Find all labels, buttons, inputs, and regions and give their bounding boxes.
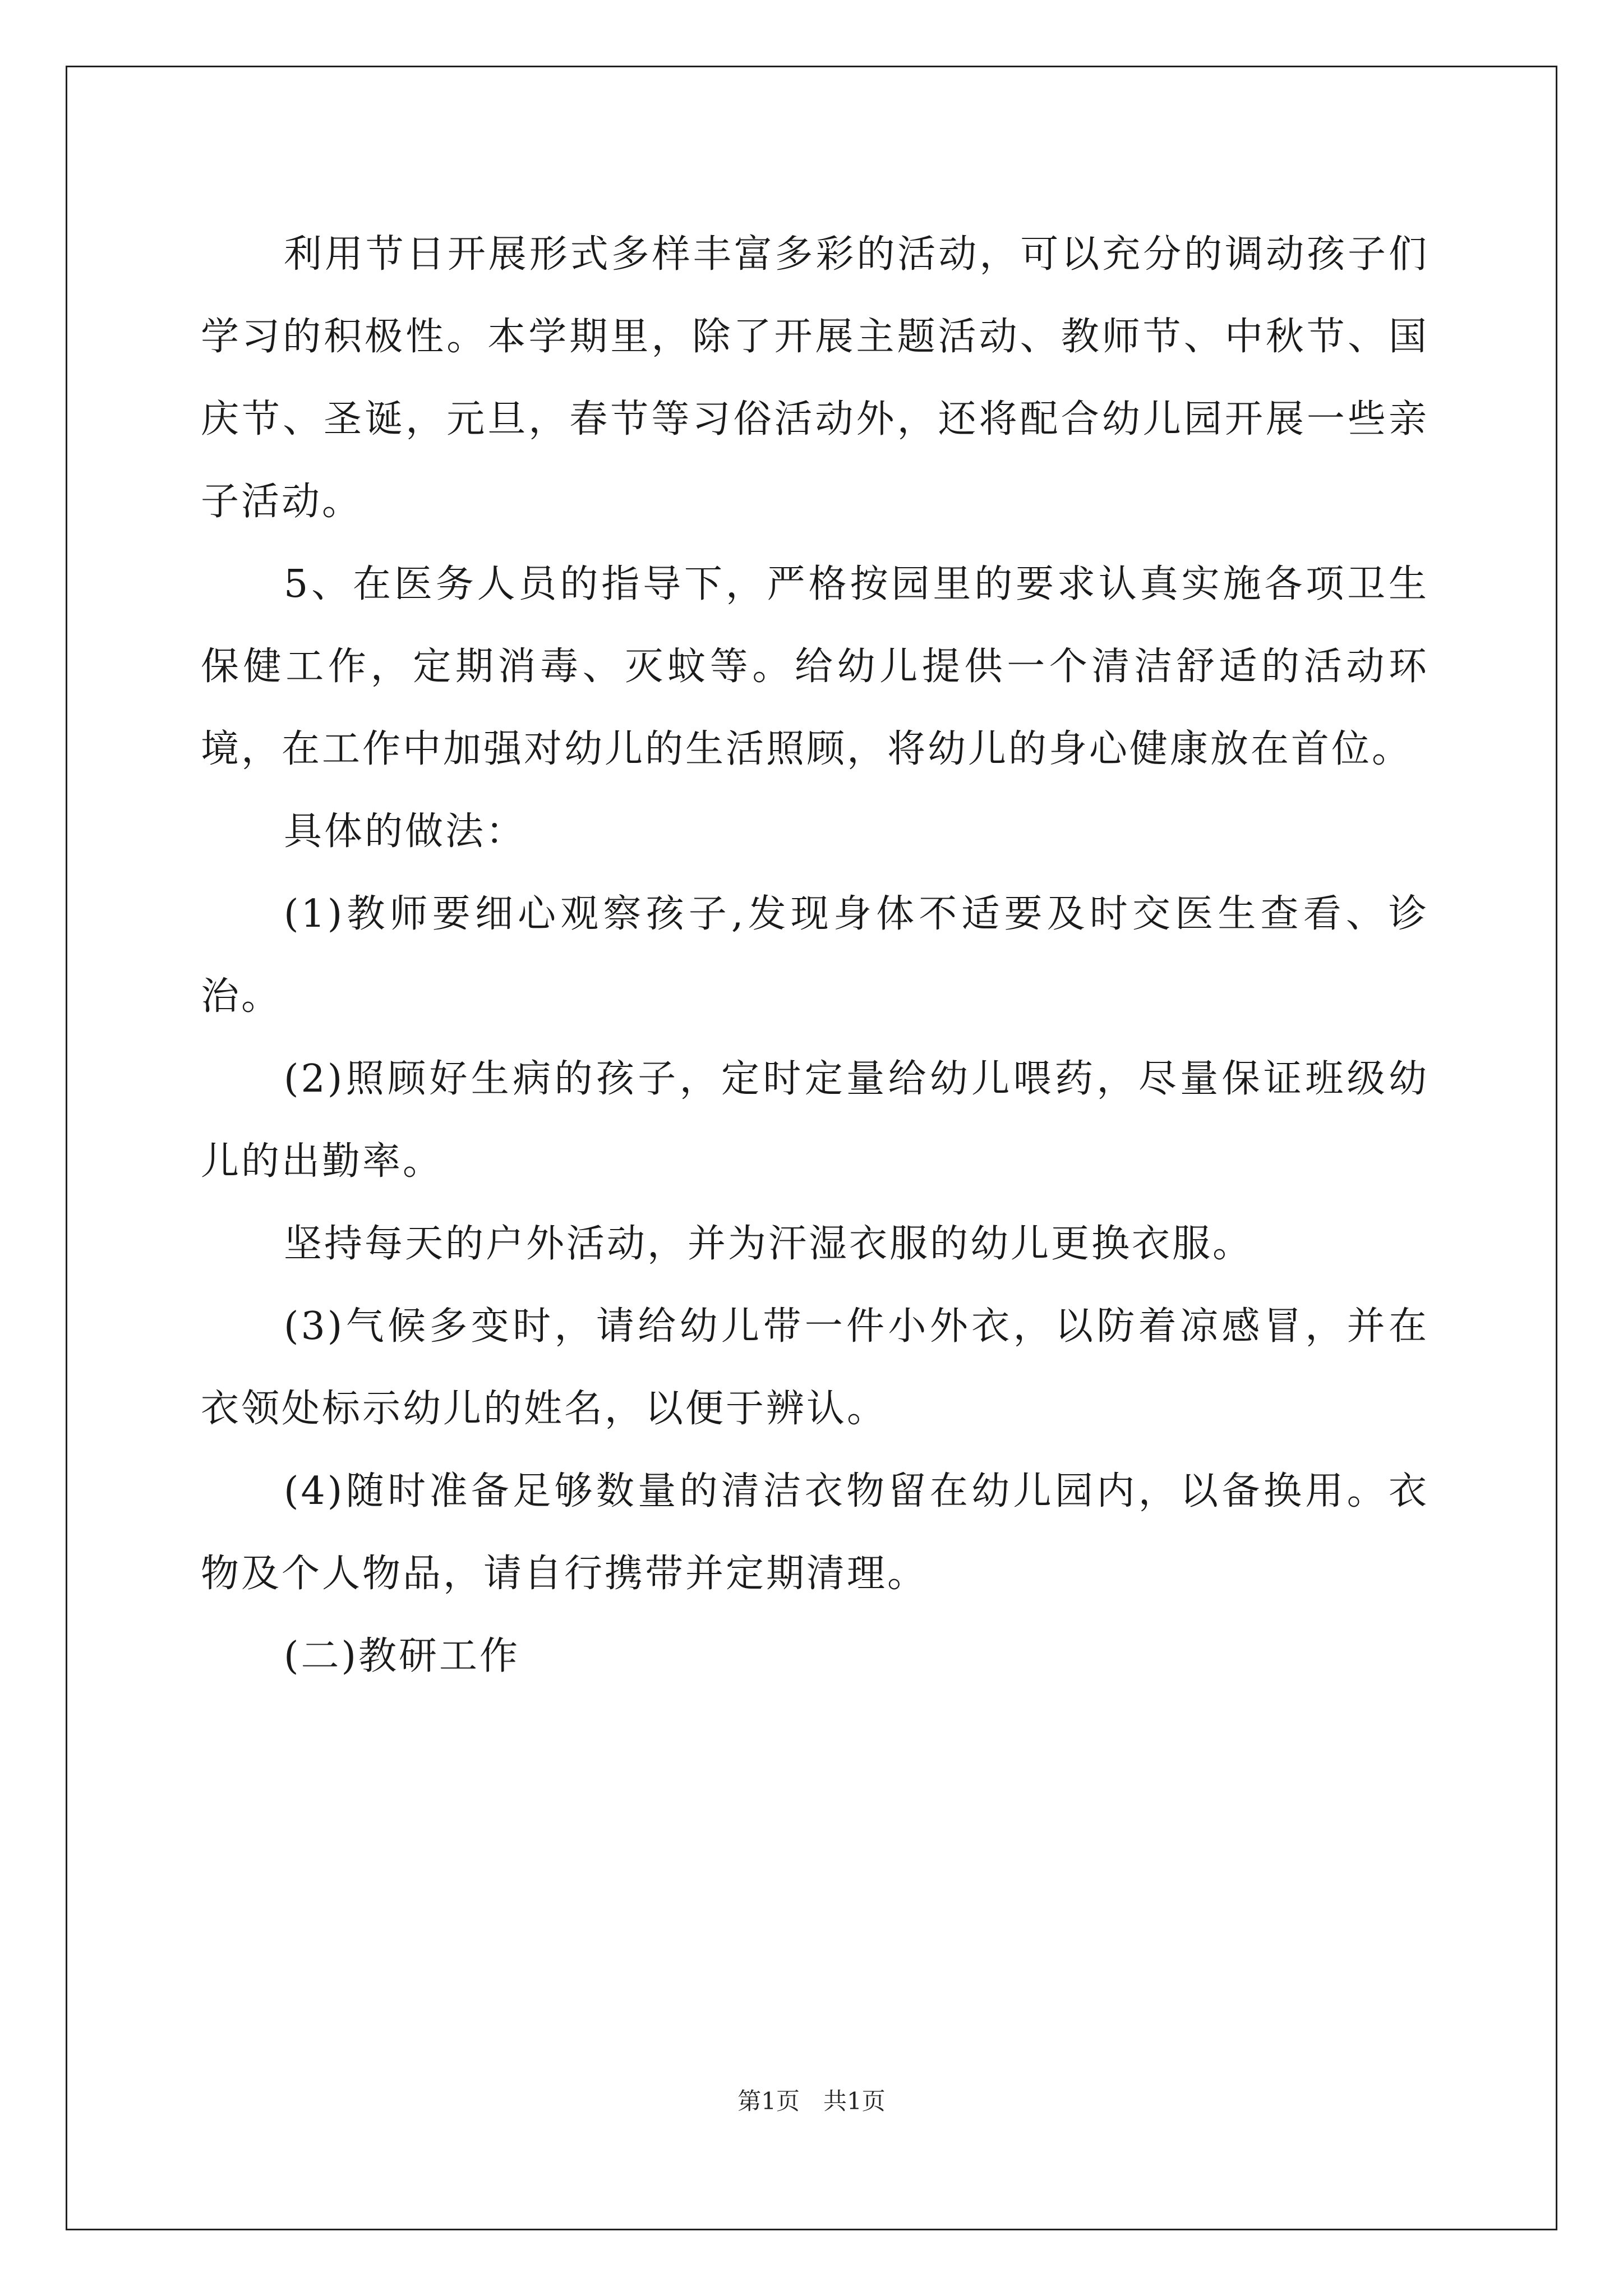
paragraph-outdoor-activity: 坚持每天的户外活动，并为汗湿衣服的幼儿更换衣服。 [284, 1222, 1253, 1266]
paragraph-item-2: (2)照顾好生病的孩子，定时定量给幼儿喂药，尽量保证班级幼儿的出勤率。 [201, 1057, 1429, 1184]
paragraph-item-3: (3)气候多变时，请给幼儿带一件小外衣，以防着凉感冒，并在衣领处标示幼儿的姓名，以便于辨认。 [201, 1304, 1429, 1431]
document-body [201, 213, 1429, 1697]
section-heading-teaching-research: (二)教研工作 [284, 1634, 520, 1678]
paragraph-health-work: 5、在医务人员的指导下，严格按园里的要求认真实施各项卫生保健工作，定期消毒、灭蚊等。给幼儿提供一个清洁舒适的活动环境，在工作中加强对幼儿的生活照顾，将幼儿的身心健康放在首位。 [201, 562, 1429, 771]
paragraph-item-4: (4)随时准备足够数量的清洁衣物留在幼儿园内，以备换用。衣物及个人物品，请自行携带并定期清理。 [201, 1469, 1429, 1596]
paragraph-item-1: (1)教师要细心观察孩子,发现身体不适要及时交医生查看、诊治。 [201, 892, 1429, 1019]
page-footer: 第1页 共1页 [737, 2087, 886, 2115]
paragraph-festival-activities: 利用节日开展形式多样丰富多彩的活动，可以充分的调动孩子们学习的积极性。本学期里，除了开展主题活动、教师节、中秋节、国庆节、圣诞，元旦，春节等习俗活动外，还将配合幼儿园开展一些亲子活动。 [201, 232, 1429, 524]
paragraph-specific-methods: 具体的做法： [284, 809, 527, 854]
